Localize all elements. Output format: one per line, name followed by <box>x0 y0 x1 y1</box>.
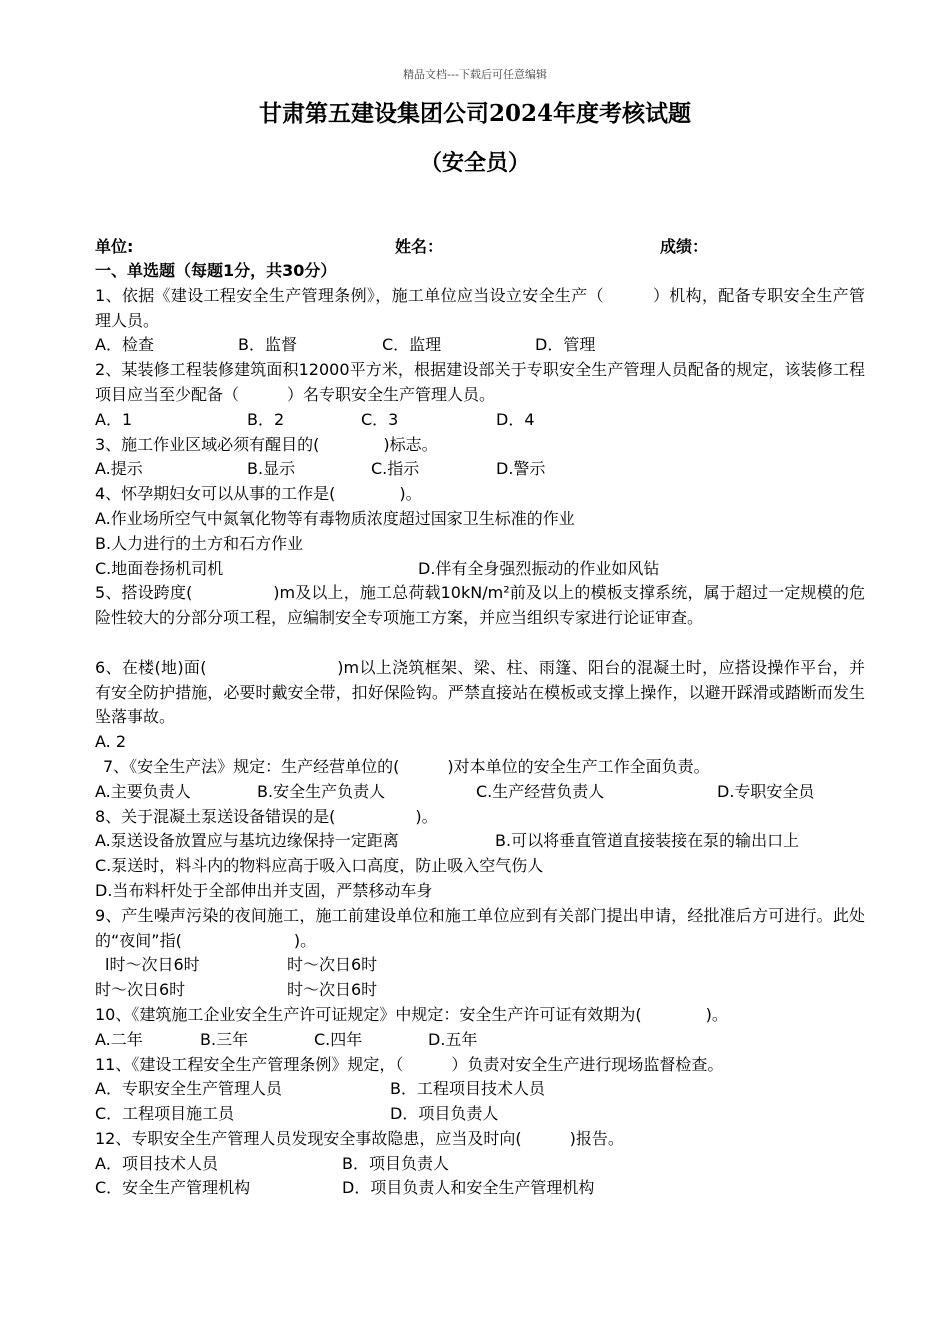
option-d: D．项目负责人 <box>390 1104 499 1124</box>
option-b: B.显示 <box>247 459 296 479</box>
name-label: 姓名： <box>395 237 444 256</box>
option-a: A. 2 <box>95 732 127 752</box>
question-6: 6、在楼(地)面( )m以上浇筑框架、梁、柱、雨篷、阳台的混凝土时，应搭设操作平台，并有安全防护措施，必要时戴安全带，扣好保险钩。严禁直接站在模板或支撑上操作，以避开踩滑或踏断而发生坠落事故。 <box>95 657 865 727</box>
option-1: l时～次日6时 <box>105 955 200 975</box>
option-d: D.伴有全身强烈振动的作业如风钻 <box>418 558 660 578</box>
option-a: A．专职安全生产管理人员 <box>95 1079 282 1099</box>
question-1: 1、依据《建设工程安全生产管理条例》，施工单位应当设立安全生产（ ）机构，配备专职安全生产管理人员。 <box>95 285 865 330</box>
question-12-options-cd <box>95 1176 865 1201</box>
question-10-options <box>95 1028 865 1053</box>
option-a: A.泵送设备放置应与基坑边缘保持一定距离 <box>95 831 399 851</box>
question-9: 9、产生噪声污染的夜间施工，施工前建设单位和施工单位应到有关部门提出申请，经批准后方可进行。此处的“夜间”指( )。 <box>95 905 865 950</box>
question-12: 12、专职安全生产管理人员发现安全事故隐患，应当及时向( )报告。 <box>95 1128 624 1148</box>
option-a: A．项目技术人员 <box>95 1153 218 1173</box>
info-row <box>95 234 865 258</box>
question-3: 3、施工作业区域必须有醒目的( )标志。 <box>95 434 438 454</box>
option-d: D．4 <box>496 409 535 429</box>
option-a: A.二年 <box>95 1029 143 1049</box>
option-c: C.四年 <box>314 1029 363 1049</box>
question-3-options <box>95 457 865 482</box>
option-b: B．项目负责人 <box>342 1153 449 1173</box>
option-a: A.作业场所空气中氮氧化物等有毒物质浓度超过国家卫生标准的作业 <box>95 508 575 528</box>
option-a: A.提示 <box>95 459 143 479</box>
question-1-options <box>95 333 865 358</box>
question-11-options-ab <box>95 1077 865 1102</box>
question-7: 7、《安全生产法》规定：生产经营单位的( )对本单位的安全生产工作全面负责。 <box>103 756 710 776</box>
question-list <box>95 259 865 1201</box>
exam-title: 甘肃第五建设集团公司2024年度考核试题 <box>258 100 691 127</box>
score-label: 成绩： <box>660 237 709 256</box>
question-9-options-12 <box>95 953 865 978</box>
option-d: D.警示 <box>496 459 546 479</box>
option-d: D.当布料杆处于全部伸出并支固，严禁移动车身 <box>95 880 433 900</box>
question-5: 5、搭设跨度( )m及以上，施工总荷载10kN/m²前及以上的模板支撑系统，属于超过一定规模的危险性较大的分部分项工程，应编制安全专项施工方案，并应当组织专家进行论证审查。 <box>95 583 865 628</box>
option-d: D.五年 <box>428 1029 478 1049</box>
exam-subtitle: （安全员） <box>419 150 530 176</box>
header-note: 精品文档---下载后可任意编辑 <box>403 68 547 81</box>
option-a: A．1 <box>95 409 133 429</box>
option-a: A.主要负责人 <box>95 781 191 801</box>
section-heading: 一、单选题（每题1分，共30分） <box>95 261 337 280</box>
option-c: C．工程项目施工员 <box>95 1104 235 1124</box>
option-a: A．检查 <box>95 335 154 355</box>
option-4: 时～次日6时 <box>287 980 378 1000</box>
question-8: 8、关于混凝土泵送设备错误的是( )。 <box>95 806 438 826</box>
option-d: D．项目负责人和安全生产管理机构 <box>342 1178 595 1198</box>
unit-label: 单位: <box>95 237 134 256</box>
option-b: B．2 <box>247 409 285 429</box>
question-9-options-34 <box>95 978 865 1003</box>
question-7-options <box>95 780 865 805</box>
question-2-options <box>95 408 865 433</box>
option-c: C.指示 <box>371 459 420 479</box>
option-d: D.专职安全员 <box>717 781 815 801</box>
option-c: C．3 <box>361 409 399 429</box>
question-11-options-cd <box>95 1102 865 1127</box>
option-c: C．安全生产管理机构 <box>95 1178 251 1198</box>
option-b: B.安全生产负责人 <box>257 781 386 801</box>
question-2: 2、某装修工程装修建筑面积12000平方米，根据建设部关于专职安全生产管理人员配备的规定，该装修工程项目应当至少配备（ ）名专职安全生产管理人员。 <box>95 360 865 404</box>
option-c: C.生产经营负责人 <box>476 781 605 801</box>
question-4-options-cd <box>95 557 865 582</box>
question-11: 11、《建设工程安全生产管理条例》规定，（ ）负责对安全生产进行现场监督检查。 <box>95 1054 724 1074</box>
option-c: C．监理 <box>382 335 442 355</box>
option-c: C.地面卷扬机司机 <box>95 558 224 578</box>
question-4: 4、怀孕期妇女可以从事的工作是( )。 <box>95 484 422 504</box>
option-c: C.泵送时，料斗内的物料应高于吸入口高度，防止吸入空气伤人 <box>95 856 544 876</box>
option-d: D．管理 <box>535 335 596 355</box>
option-b: B.三年 <box>200 1029 249 1049</box>
option-b: B.人力进行的土方和石方作业 <box>95 533 304 553</box>
option-3: 时～次日6时 <box>95 980 186 1000</box>
option-b: B．工程项目技术人员 <box>390 1079 545 1099</box>
question-10: 10、《建筑施工企业安全生产许可证规定》中规定：安全生产许可证有效期为( )。 <box>95 1004 728 1024</box>
option-b: B.可以将垂直管道直接装接在泵的输出口上 <box>495 831 800 851</box>
question-8-options-ab <box>95 829 865 854</box>
option-b: B．监督 <box>238 335 297 355</box>
option-2: 时～次日6时 <box>287 955 378 975</box>
question-12-options-ab <box>95 1152 865 1177</box>
